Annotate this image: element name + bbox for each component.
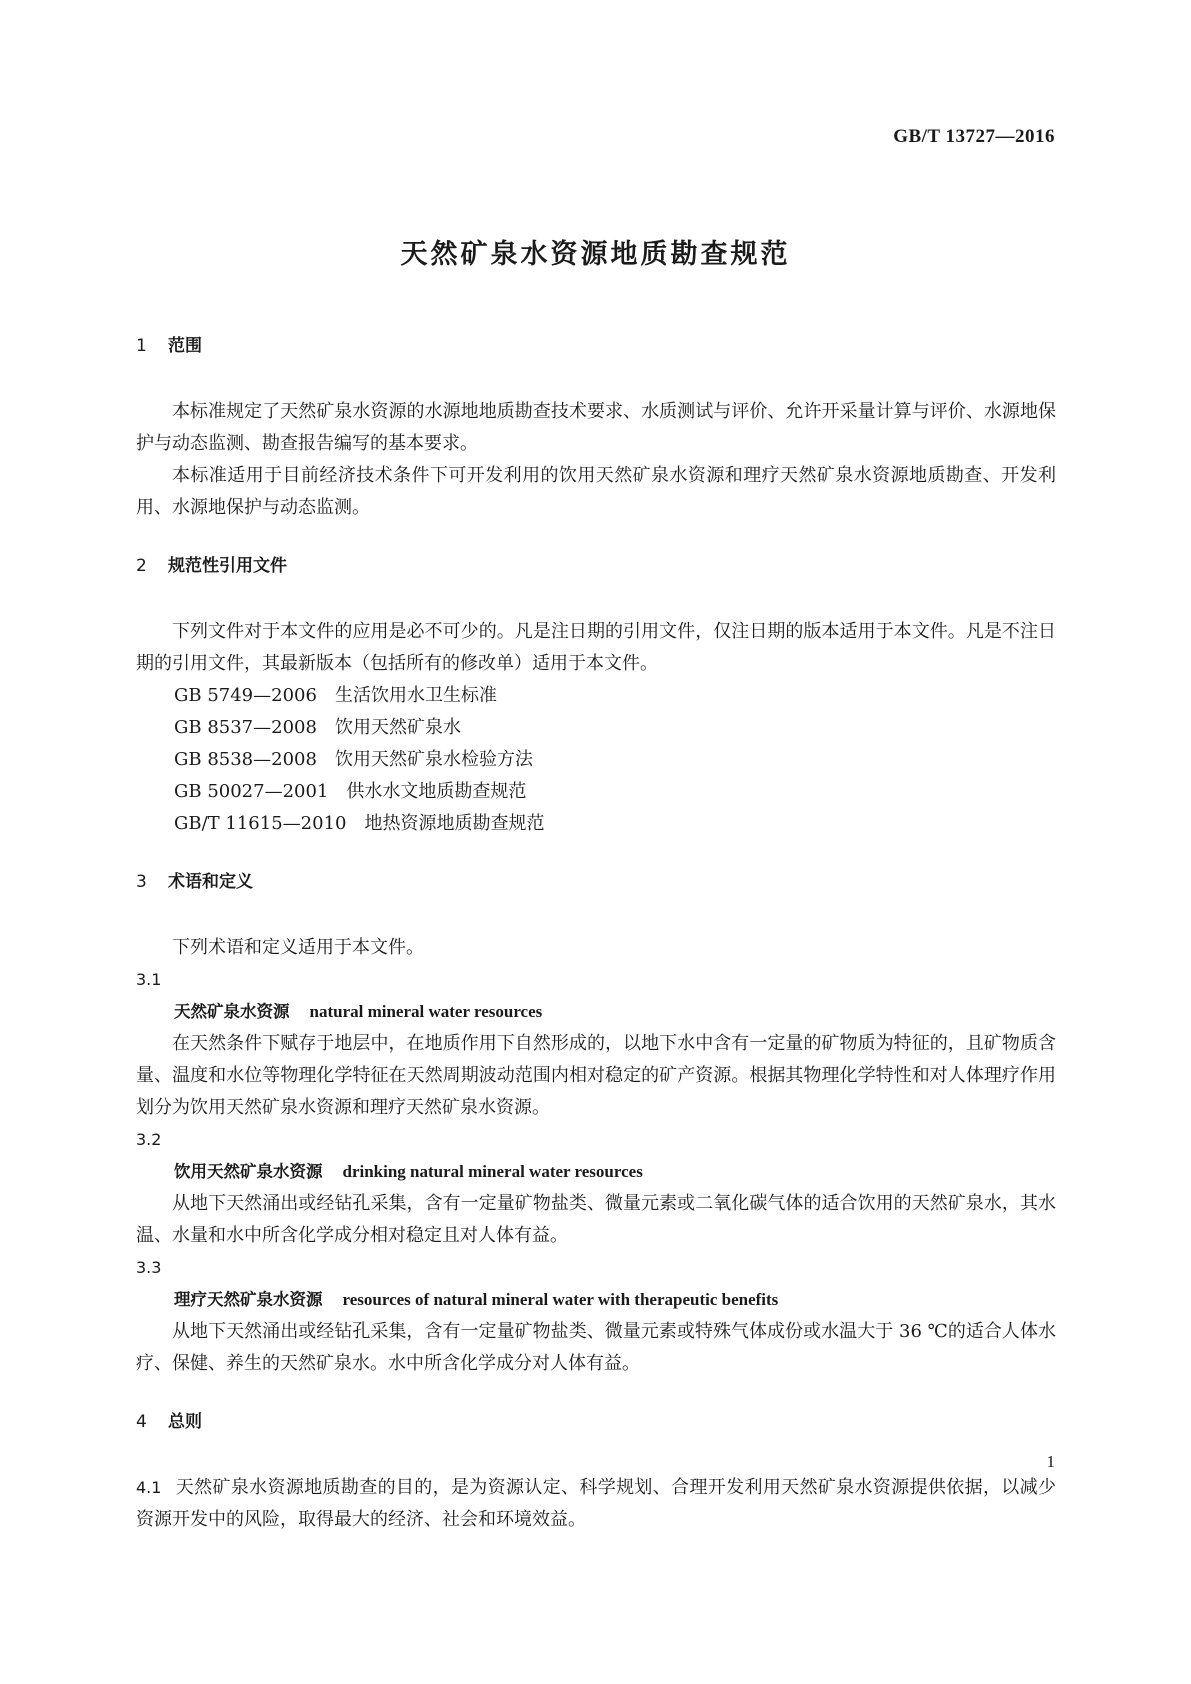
- page-number: 1: [1046, 1452, 1055, 1471]
- reference-code: GB/T 11615—2010: [174, 813, 347, 834]
- term-heading: [136, 1156, 1056, 1188]
- term-heading: [136, 1284, 1056, 1316]
- term-english: resources of natural mineral water with therapeutic benefits: [342, 1290, 779, 1309]
- paragraph: 下列文件对于本文件的应用是必不可少的。凡是注日期的引用文件，仅注日期的版本适用于本文件。凡是不注日期的引用文件，其最新版本（包括所有的修改单）适用于本文件。: [136, 621, 1056, 674]
- reference-item: [136, 808, 1056, 840]
- term-number: 3.2: [136, 1130, 162, 1149]
- reference-title: 地热资源地质勘查规范: [364, 813, 545, 834]
- section-title: 术语和定义: [168, 872, 253, 892]
- term-chinese: 理疗天然矿泉水资源: [174, 1290, 323, 1309]
- term-heading: [136, 996, 1056, 1028]
- section-1-heading: [136, 330, 1056, 362]
- reference-item: [136, 680, 1056, 712]
- paragraph: 本标准适用于目前经济技术条件下可开发利用的饮用天然矿泉水资源和理疗天然矿泉水资源地质勘查、开发利用、水源地保护与动态监测。: [136, 465, 1056, 518]
- clause-number: 4.1: [136, 1478, 162, 1497]
- reference-item: [136, 712, 1056, 744]
- term-number: 3.1: [136, 970, 162, 989]
- term-number: 3.3: [136, 1258, 162, 1277]
- term-chinese: 饮用天然矿泉水资源: [174, 1162, 323, 1181]
- reference-title: 供水水文地质勘查规范: [346, 781, 527, 802]
- clause: [136, 1472, 1056, 1536]
- section-number: 4: [136, 1412, 147, 1432]
- paragraph: 本标准规定了天然矿泉水资源的水源地地质勘查技术要求、水质测试与评价、允许开采量计算与评价、水源地保护与动态监测、勘查报告编写的基本要求。: [136, 401, 1056, 454]
- reference-title: 饮用天然矿泉水: [334, 717, 461, 738]
- term-definition: 从地下天然涌出或经钻孔采集，含有一定量矿物盐类、微量元素或二氧化碳气体的适合饮用的天然矿泉水，其水温、水量和水中所含化学成分相对稳定且对人体有益。: [136, 1193, 1056, 1246]
- reference-code: GB 50027—2001: [174, 781, 329, 802]
- section-title: 规范性引用文件: [168, 556, 287, 576]
- reference-code: GB 8537—2008: [174, 717, 317, 738]
- reference-title: 生活饮用水卫生标准: [334, 685, 497, 706]
- document-body: [136, 330, 1056, 1536]
- reference-code: GB 5749—2006: [174, 685, 317, 706]
- term-chinese: 天然矿泉水资源: [174, 1002, 290, 1021]
- section-4-heading: [136, 1406, 1056, 1438]
- section-number: 1: [136, 336, 147, 356]
- standard-number: GB/T 13727—2016: [893, 126, 1055, 147]
- term-definition: 从地下天然涌出或经钻孔采集，含有一定量矿物盐类、微量元素或特殊气体成份或水温大于 36 ℃的适合人体水疗、保健、养生的天然矿泉水。水中所含化学成分对人体有益。: [136, 1321, 1056, 1374]
- paragraph: 下列术语和定义适用于本文件。: [172, 937, 424, 958]
- section-title: 总则: [168, 1412, 202, 1432]
- term-definition: 在天然条件下赋存于地层中，在地质作用下自然形成的，以地下水中含有一定量的矿物质为特征的，且矿物质含量、温度和水位等物理化学特征在天然周期波动范围内相对稳定的矿产资源。根据其物理化学特性和对人体理疗作用划分为饮用天然矿泉水资源和理疗天然矿泉水资源。: [136, 1033, 1056, 1118]
- section-number: 2: [136, 556, 147, 576]
- term-english: drinking natural mineral water resources: [342, 1162, 643, 1181]
- section-number: 3: [136, 872, 147, 892]
- reference-item: [136, 744, 1056, 776]
- reference-item: [136, 776, 1056, 808]
- section-3-heading: [136, 866, 1056, 898]
- reference-code: GB 8538—2008: [174, 749, 317, 770]
- clause-text: 天然矿泉水资源地质勘查的目的，是为资源认定、科学规划、合理开发利用天然矿泉水资源提供依据，以减少资源开发中的风险，取得最大的经济、社会和环境效益。: [136, 1477, 1056, 1530]
- document-title: 天然矿泉水资源地质勘查规范: [400, 239, 791, 270]
- section-title: 范围: [168, 336, 202, 356]
- reference-title: 饮用天然矿泉水检验方法: [334, 749, 533, 770]
- section-2-heading: [136, 550, 1056, 582]
- term-english: natural mineral water resources: [309, 1002, 543, 1021]
